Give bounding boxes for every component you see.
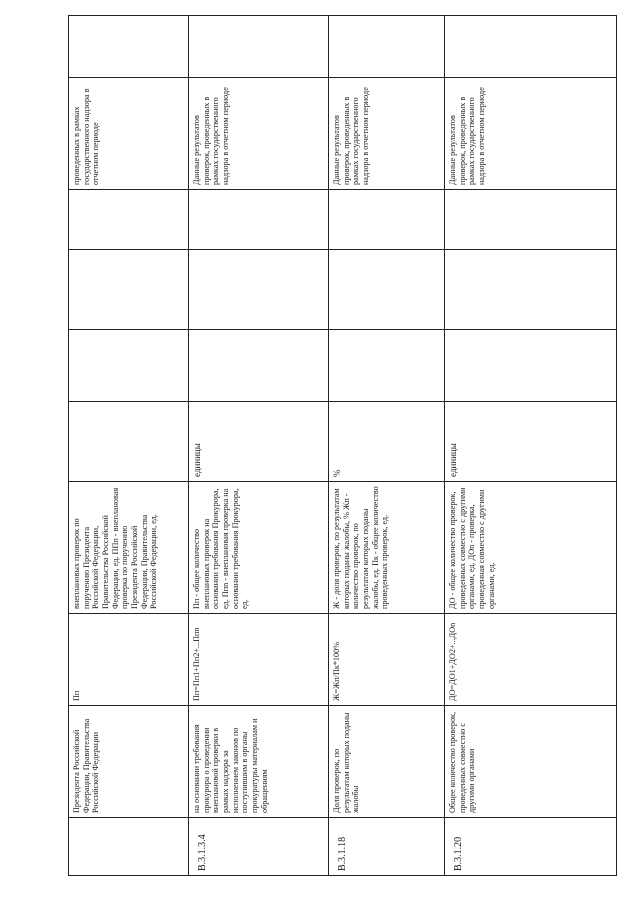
table-row xyxy=(69,16,189,876)
indicator-name: Президента Российской Федерации, Правительства Российской Федерации xyxy=(69,706,189,818)
unit: единицы xyxy=(445,402,617,482)
empty-cell xyxy=(69,190,189,250)
empty-cell xyxy=(329,16,445,78)
unit xyxy=(69,402,189,482)
row-code xyxy=(69,818,189,876)
row-code: В.3.1.3.4 xyxy=(189,818,329,876)
data-source: Данные результатов проверок, проведенных в рамках государственного надзора в отчетном периоде xyxy=(329,78,445,190)
empty-cell xyxy=(445,330,617,402)
empty-cell xyxy=(69,16,189,78)
empty-cell xyxy=(329,330,445,402)
formula: Пп xyxy=(69,614,189,706)
indicator-name: на основании требования прокурора о проведении внеплановой проверки в рамках надзора за исполнением законов по поступившим в органы прокуратуры материалам и обращениям xyxy=(189,706,329,818)
table-row xyxy=(329,16,445,876)
formula-definition: Ж - доля проверок, по результатам которых поданы жалобы, % Жп - количество проверок, по результатам которых поданы жалобы, ед. Пк - общее количество проведенных проверок, ед. xyxy=(329,482,445,614)
data-source: Данные результатов проверок, проведенных в рамках государственного надзора в отчетном периоде xyxy=(445,78,617,190)
formula: Пп=Пп1+Пп2+...Ппn xyxy=(189,614,329,706)
formula-definition: Пп - общее количество внеплановых проверок на основании требования Прокурора, ед. Ппn - внеплановая проверка на основании требования Прокурора, ед. xyxy=(189,482,329,614)
data-source: проведенных в рамках государственного надзора в отчетном периоде xyxy=(69,78,189,190)
empty-cell xyxy=(329,190,445,250)
row-code: В.3.1.18 xyxy=(329,818,445,876)
empty-cell xyxy=(445,250,617,330)
formula: Ж=Жп/Пк*100% xyxy=(329,614,445,706)
empty-cell xyxy=(69,330,189,402)
empty-cell xyxy=(445,190,617,250)
indicators-table xyxy=(68,15,617,876)
empty-cell xyxy=(189,250,329,330)
indicator-name: Доля проверок, по результатам которых поданы жалобы xyxy=(329,706,445,818)
unit: единицы xyxy=(189,402,329,482)
empty-cell xyxy=(445,16,617,78)
data-source: Данные результатов проверок, проведенных в рамках государственного надзора в отчетном периоде xyxy=(189,78,329,190)
empty-cell xyxy=(189,16,329,78)
table-row xyxy=(189,16,329,876)
formula: ДО=ДО1+ДО2+...ДОn xyxy=(445,614,617,706)
formula-definition: внеплановых проверок по поручению Президента Российской Федерации, Правительства Российской Федерации, ед. ППп - внеплановая проверка по поручению Президента Российской Федерации, Правительства Российской Федерации, ед. xyxy=(69,482,189,614)
empty-cell xyxy=(69,250,189,330)
indicator-name: Общее количество проверок, проведенных совместно с другими органами xyxy=(445,706,617,818)
empty-cell xyxy=(189,330,329,402)
empty-cell xyxy=(329,250,445,330)
row-code: В.3.1.20 xyxy=(445,818,617,876)
table-row xyxy=(445,16,617,876)
formula-definition: ДО - общее количество проверок, проведенных совместно с другими органами, ед. ДОn - проверка, проведенная совместно с другими органами, ед. xyxy=(445,482,617,614)
unit: % xyxy=(329,402,445,482)
rotated-table-wrapper xyxy=(68,16,616,876)
empty-cell xyxy=(189,190,329,250)
